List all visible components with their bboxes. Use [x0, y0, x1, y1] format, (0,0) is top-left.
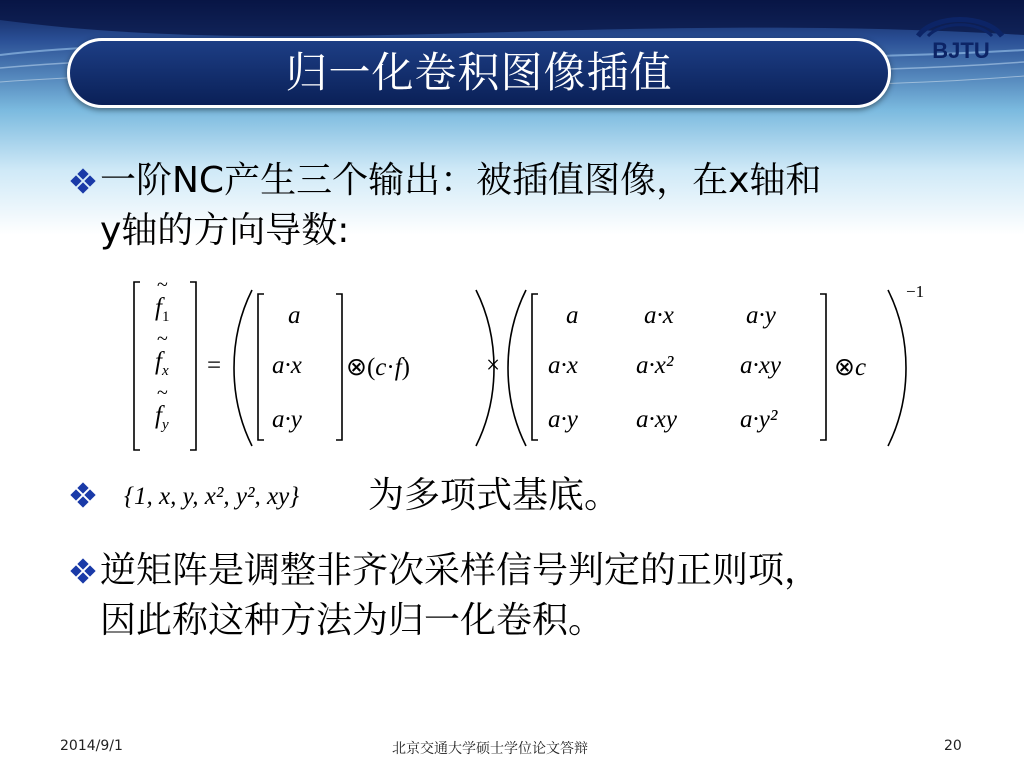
- lhs-fx: $f_x$: [155, 348, 169, 379]
- tilde-mark: ~: [157, 382, 168, 404]
- slide-title: 归一化卷积图像插值: [285, 48, 673, 97]
- matrix-cell: a·y²: [740, 406, 778, 433]
- matrix-cell: a·y: [548, 406, 578, 433]
- equation-brackets: [130, 278, 940, 458]
- vector-entry: a: [288, 302, 301, 329]
- tilde-mark: ~: [157, 274, 168, 296]
- logo-arc-icon: [914, 12, 1006, 38]
- bullet-diamond-icon: [70, 168, 96, 194]
- bullet-1-line-1: 一阶NC产生三个输出：被插值图像，在x轴和: [100, 160, 822, 201]
- vector-entry: a·y: [272, 406, 302, 433]
- matrix-cell: a·xy: [636, 406, 677, 433]
- convolution-c: ⊗c: [834, 354, 867, 381]
- matrix-cell: a·x²: [636, 352, 674, 379]
- bjtu-logo: [906, 12, 1016, 72]
- logo-text: BJTU: [932, 38, 990, 63]
- inverse-exponent: −1: [906, 282, 925, 301]
- footer-date: 2014/9/1: [60, 738, 123, 754]
- bullet-3-line-1: 逆矩阵是调整非齐次采样信号判定的正则项，: [100, 550, 821, 591]
- bullet-2-text: 为多项式基底。: [368, 475, 621, 516]
- title-bar: [67, 38, 891, 108]
- footer-title: 北京交通大学硕士学位论文答辩: [392, 741, 588, 757]
- equals-sign: =: [207, 352, 222, 379]
- tilde-mark: ~: [157, 328, 168, 350]
- matrix-cell: a·x: [548, 352, 578, 379]
- matrix-cell: a·xy: [740, 352, 781, 379]
- bullet-diamond-icon: [70, 482, 96, 508]
- basis-set: {1, x, y, x², y², xy}: [124, 483, 300, 510]
- bullet-diamond-icon: [70, 558, 96, 584]
- bullet-3-line-2: 因此称这种方法为归一化卷积。: [100, 600, 605, 641]
- lhs-f1: $f_1$: [155, 294, 170, 325]
- vector-entry: a·x: [272, 352, 302, 379]
- matrix-cell: a·x: [644, 302, 674, 329]
- matrix-cell: a·y: [746, 302, 776, 329]
- times-sign: ×: [486, 352, 501, 379]
- convolution-term: ⊗(c·f): [346, 354, 410, 381]
- page-number: 20: [944, 738, 962, 754]
- bullet-1-line-2: y轴的方向导数:: [100, 210, 350, 251]
- lhs-fy: $f_y$: [155, 402, 169, 433]
- matrix-cell: a: [566, 302, 579, 329]
